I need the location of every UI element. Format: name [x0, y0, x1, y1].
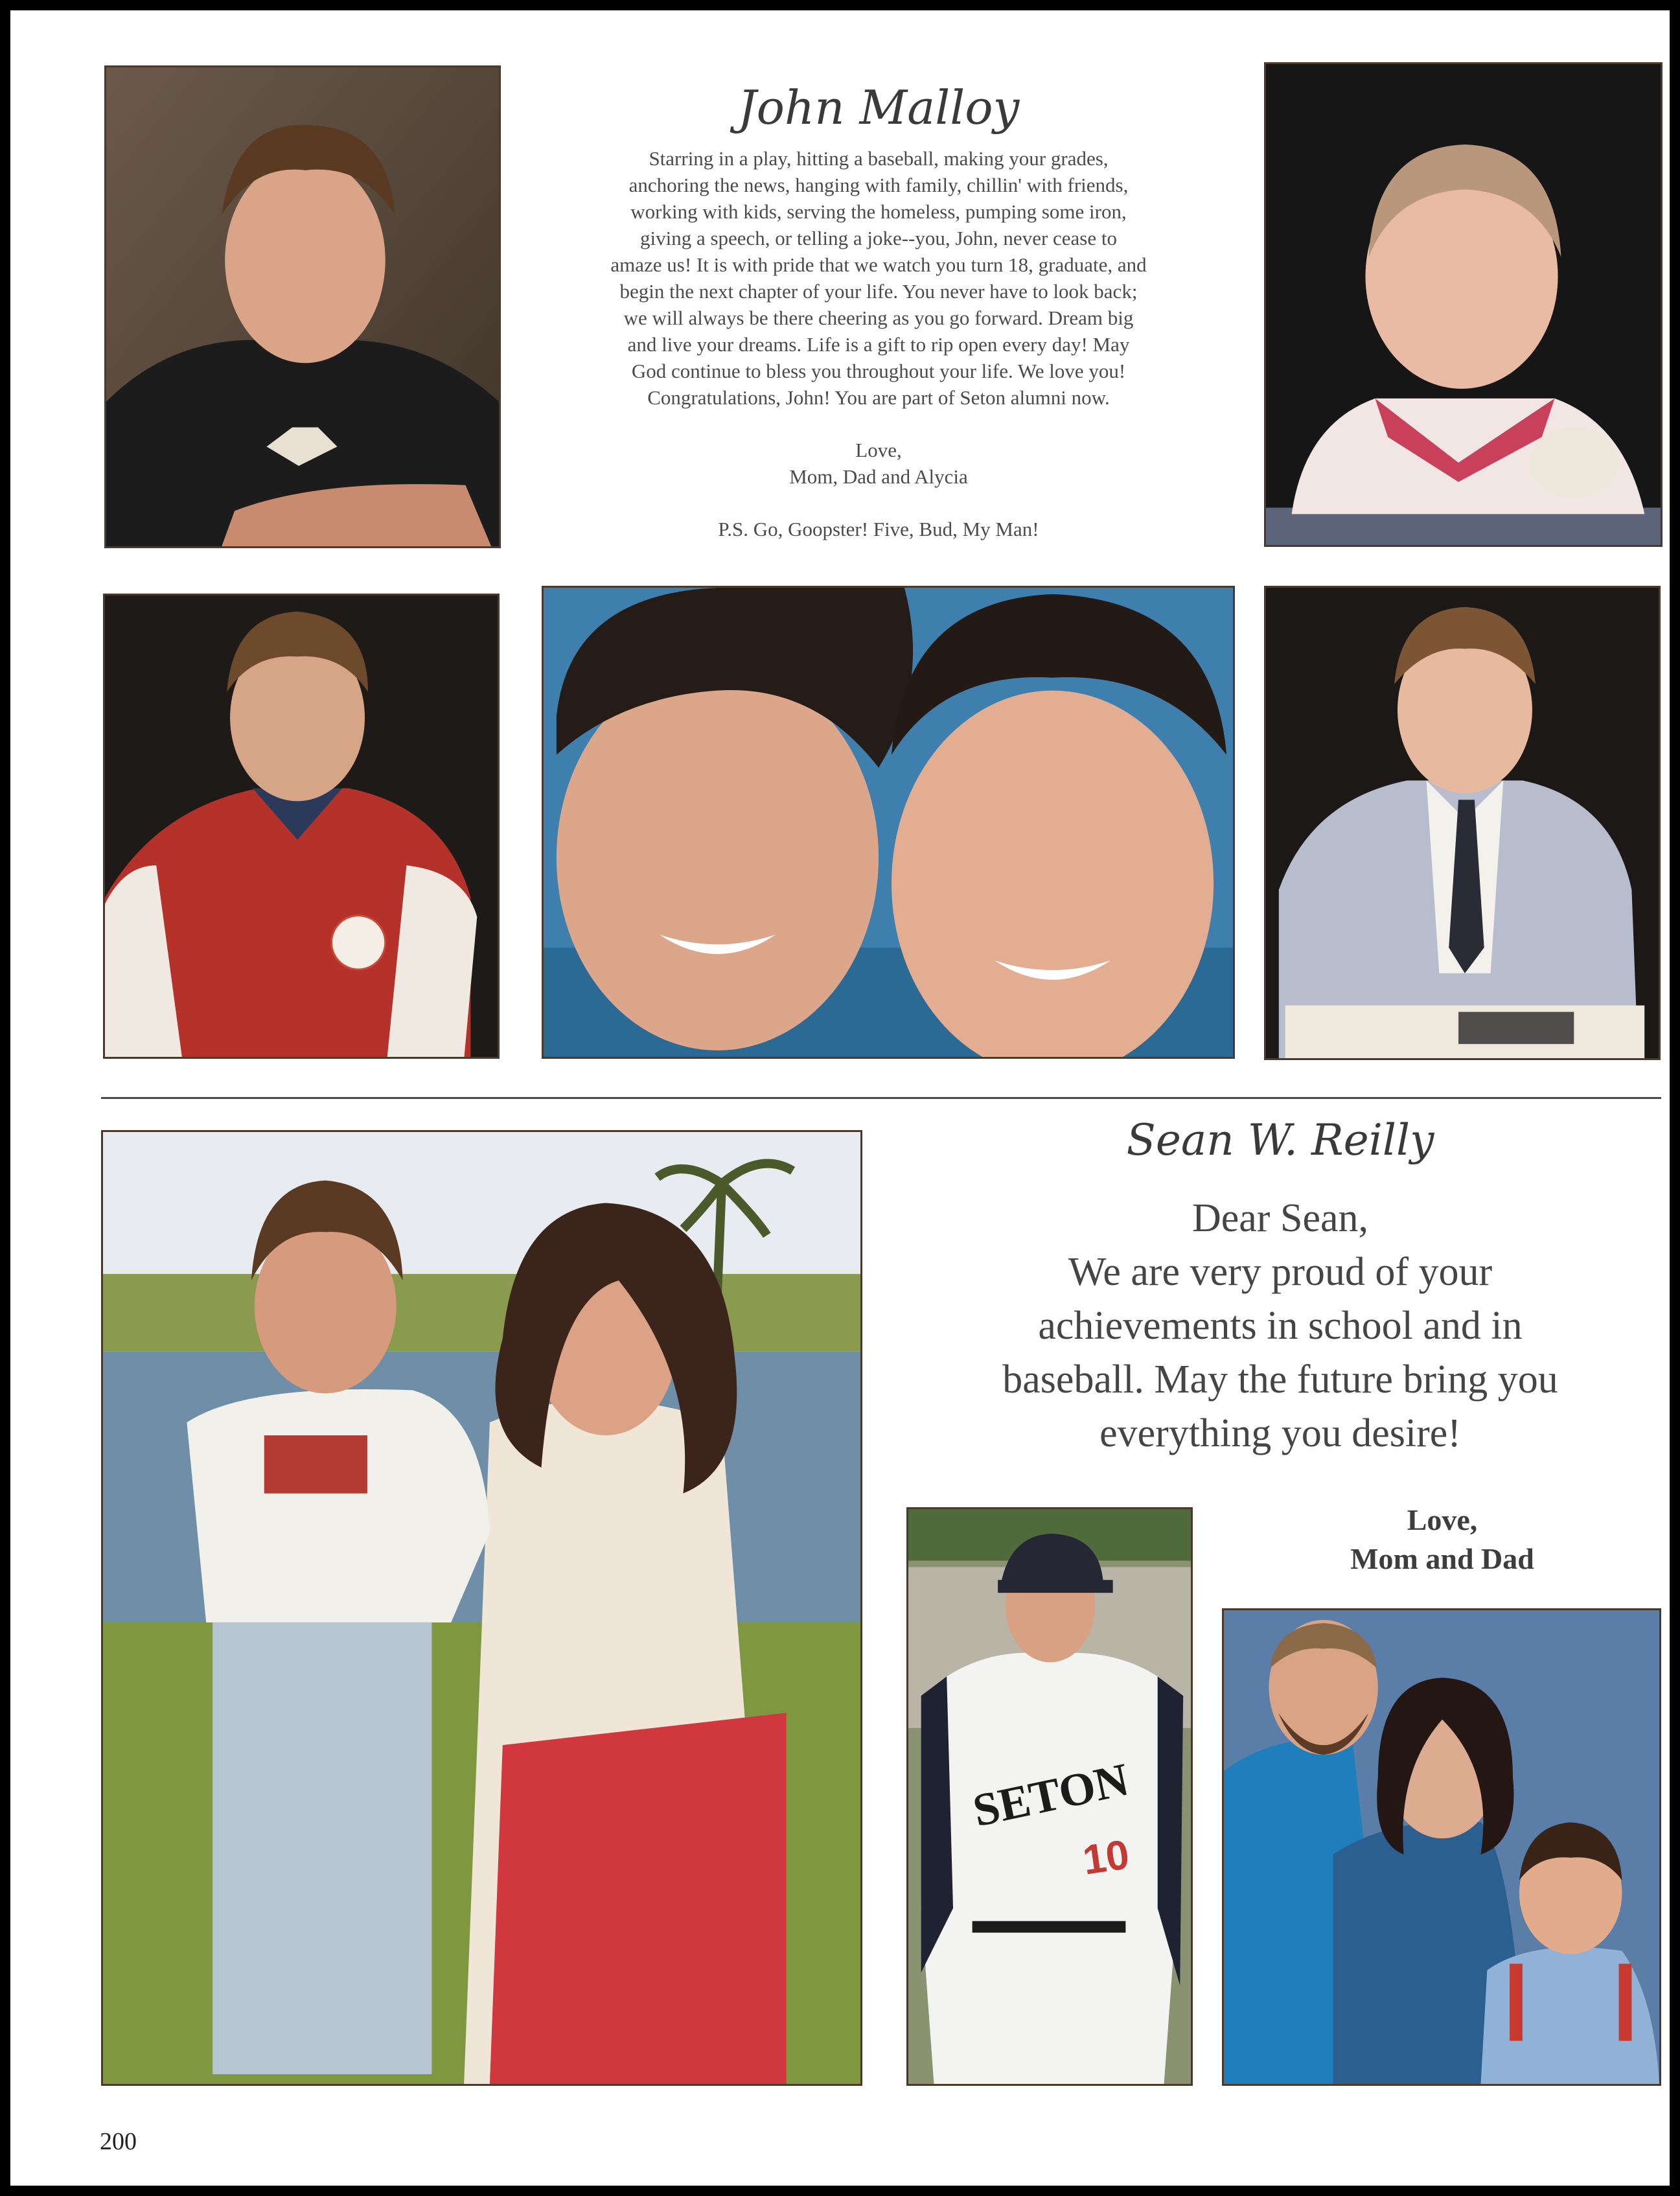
malloy-closing: Love, [855, 439, 902, 461]
malloy-line: we will always be there cheering as you go forward. Dream big [623, 306, 1134, 329]
page-number: 200 [100, 2128, 137, 2155]
boy-with-mother-photo [101, 1130, 862, 2086]
senior-portrait-photo [104, 65, 501, 548]
section-divider [101, 1097, 1661, 1099]
jersey-number: 10 [1079, 1831, 1133, 1884]
malloy-name-heading: John Malloy [737, 80, 1020, 135]
letterman-jacket-photo [103, 594, 500, 1059]
reilly-signature: Mom and Dad [1350, 1542, 1534, 1575]
malloy-postscript: P.S. Go, Goopster! Five, Bud, My Man! [718, 518, 1039, 540]
reilly-signoff [1222, 1501, 1663, 1578]
kids-pool-photo [542, 586, 1235, 1059]
reilly-message [898, 1192, 1663, 1461]
malloy-line: anchoring the news, hanging with family, chillin' with friends, [628, 174, 1129, 196]
malloy-line: God continue to bless you throughout your life. We love you! [631, 360, 1126, 382]
toddler-suit-photo [1264, 586, 1661, 1060]
reilly-line: everything you desire! [1099, 1411, 1461, 1455]
reilly-line: Dear Sean, [1192, 1196, 1368, 1240]
baby-photo [1264, 62, 1663, 547]
malloy-line: Starring in a play, hitting a baseball, making your grades, [649, 147, 1109, 170]
malloy-line: and live your dreams. Life is a gift to rip open every day! May [627, 333, 1130, 356]
malloy-signature: Mom, Dad and Alycia [789, 465, 968, 488]
malloy-line: begin the next chapter of your life. You never have to look back; [619, 280, 1138, 303]
malloy-line: amaze us! It is with pride that we watch you turn 18, graduate, and [610, 253, 1147, 276]
reilly-line: We are very proud of your [1068, 1250, 1493, 1294]
jersey-text: SETON [968, 1753, 1133, 1837]
reilly-line: baseball. May the future bring you [1002, 1358, 1558, 1402]
malloy-message [522, 145, 1235, 542]
baseball-player-photo [906, 1507, 1193, 2086]
family-portrait-photo [1222, 1608, 1661, 2086]
reilly-closing: Love, [1407, 1503, 1478, 1536]
malloy-line: Congratulations, John! You are part of Seton alumni now. [647, 386, 1110, 409]
malloy-line: giving a speech, or telling a joke--you, John, never cease to [639, 227, 1117, 249]
malloy-line: working with kids, serving the homeless, pumping some iron, [630, 200, 1127, 223]
reilly-name-heading: Sean W. Reilly [1126, 1115, 1434, 1165]
reilly-line: achievements in school and in [1038, 1304, 1523, 1348]
